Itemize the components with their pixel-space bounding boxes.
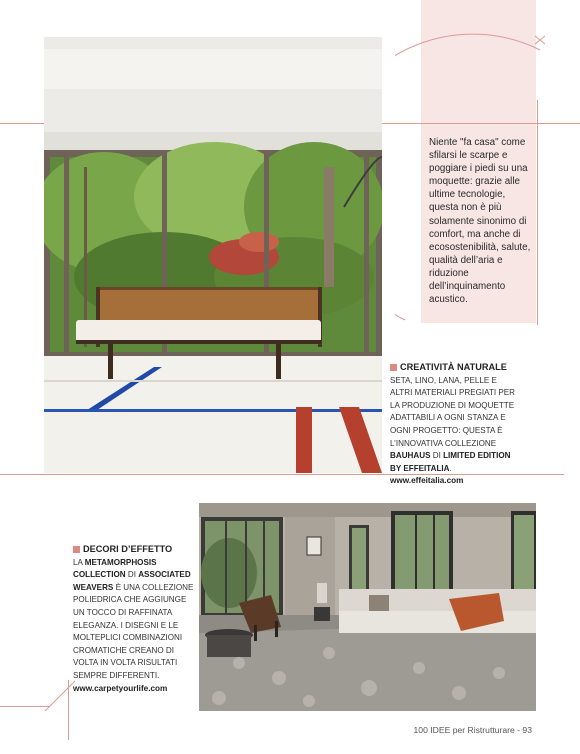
decorative-line [0,123,44,124]
page-folio: 100 IDEE per Ristrutturare - 93 [413,725,532,735]
accent-square-icon [73,546,80,553]
photo-loft-living-room [199,503,536,711]
link-carpetyourlife[interactable]: www.carpetyourlife.com [73,683,168,693]
link-effeitalia[interactable]: www.effeitalia.com [390,476,464,486]
photo-living-room-sofa [44,37,382,473]
caption-heading: DECORI D’EFFETTO [73,543,195,556]
accent-square-icon [390,364,397,371]
caption-creativita-naturale: CREATIVITÀ NATURALE SETA, LINO, LANA, PELLE E ALTRI MATERIALI PREGIATI PER LA PRODUZIONE DI MOQUETTE ADATTABILI A OGNI STANZA E OGNI PROGETTO: QUESTA È L’INNOVATIVA COLLEZIONE BAUHAUS DI LIMITED EDITION BY EFFEITALIA. www.effeitalia.com [390,361,520,488]
caption-heading: CREATIVITÀ NATURALE [390,361,520,374]
caption-decori-d-effetto: DECORI D’EFFETTO LA METAMORPHOSIS COLLECTION DI ASSOCIATED WEAVERS È UNA COLLEZIONE POLIEDRICA CHE AGGIUNGE UN TOCCO DI RAFFINATA ELEGANZA. I DISEGNI E LE MOLTEPLICI COMBINAZIONI CROMATICHE CREANO DI VOLTA IN VOLTA RISULTATI SEMPRE DIFFERENTI. www.carpetyourlife.com [73,543,195,695]
intro-paragraph: Niente "fa casa" come sfilarsi le scarpe e poggiare i piedi su una moquette: grazie alle ultime tecnologie, questa non è più solamente sinonimo di comfort, ma anche di ecosostenibilità, salute, qualità dell’aria e riduzione dell’inquinamento acustico. [429,137,531,306]
